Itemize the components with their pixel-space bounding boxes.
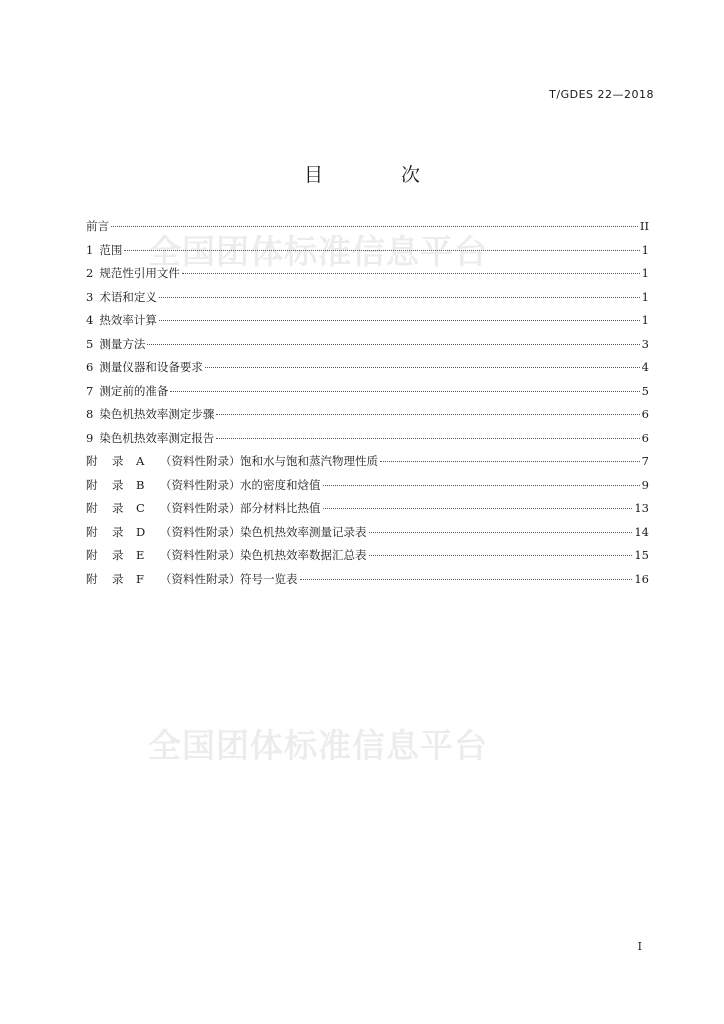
toc-leader-dots	[182, 273, 640, 274]
toc-entry[interactable]	[86, 242, 649, 266]
toc-entry-title: 部分材料比热值	[240, 501, 321, 515]
toc-entry-title: 测量仪器和设备要求	[99, 360, 203, 374]
toc-annex-part-c: B	[136, 477, 145, 492]
watermark-middle: 全国团体标准信息平台	[148, 726, 488, 765]
toc-entry-number: 1	[86, 242, 94, 257]
toc-leader-dots	[170, 391, 639, 392]
toc-annex-part-d: （资料性附录）	[160, 477, 241, 492]
toc-entry-title: 染色机热效率测量记录表	[240, 524, 367, 539]
toc-annex-part-d: （资料性附录）	[160, 454, 241, 468]
toc-entry-page: 6	[641, 407, 649, 421]
toc-entry-page: 4	[641, 360, 649, 374]
toc-entry-number: 7	[86, 383, 94, 398]
toc-entry-title: 前言	[86, 219, 109, 233]
toc-entry[interactable]	[86, 336, 649, 360]
watermark-top: 全国团体标准信息平台	[148, 232, 488, 271]
toc-leader-dots	[369, 532, 633, 533]
toc-entry[interactable]	[86, 383, 649, 407]
toc-entry-title: 染色机热效率测定报告	[99, 430, 215, 445]
toc-entry-label	[86, 312, 157, 328]
toc-entry-number: 8	[86, 407, 94, 421]
toc-entry-page: 14	[634, 524, 649, 539]
toc-annex-part-c: F	[136, 571, 144, 586]
toc-entry-number: 3	[86, 289, 94, 304]
toc-leader-dots	[323, 508, 633, 509]
toc-leader-dots	[216, 438, 639, 439]
toc-leader-dots	[205, 367, 640, 368]
toc-annex-part-b: 录	[112, 501, 124, 515]
toc-annex-part-a: 附	[86, 571, 98, 586]
toc-annex-part-a: 附	[86, 477, 98, 492]
toc-entry-page: 1	[641, 289, 649, 304]
toc-leader-dots	[159, 320, 640, 321]
toc-annex-part-c: D	[136, 524, 146, 539]
toc-entry[interactable]	[86, 312, 649, 336]
toc-annex-part-a: 附	[86, 524, 98, 539]
toc-entry-label	[86, 430, 214, 446]
toc-entry[interactable]	[86, 289, 649, 313]
toc-entry-title: 规范性引用文件	[99, 266, 180, 280]
toc-leader-dots	[124, 250, 639, 251]
toc-entry[interactable]	[86, 477, 649, 501]
toc-entry-page: 16	[634, 571, 649, 586]
toc-leader-dots	[159, 297, 640, 298]
toc-entry[interactable]	[86, 524, 649, 548]
toc-entry-title: 测量方法	[99, 336, 146, 351]
toc-entry-label	[86, 265, 180, 281]
toc-annex-part-d: （资料性附录）	[160, 501, 241, 515]
toc-entry-label	[86, 524, 367, 540]
toc-leader-dots	[380, 461, 640, 462]
toc-entry[interactable]	[86, 406, 649, 430]
toc-annex-part-c: C	[136, 501, 145, 515]
toc-annex-part-d: （资料性附录）	[160, 571, 241, 586]
toc-annex-part-b: 录	[112, 571, 124, 586]
toc-entry-page: 7	[641, 454, 649, 468]
toc-annex-part-c: E	[136, 548, 145, 562]
toc-leader-dots	[369, 555, 633, 556]
toc-entry-label	[86, 477, 321, 493]
toc-entry-label	[86, 242, 122, 258]
toc-entry[interactable]	[86, 359, 649, 383]
toc-entry-label	[86, 289, 157, 305]
toc-entry-page: 5	[641, 383, 649, 398]
toc-entry-title: 测定前的准备	[99, 383, 169, 398]
toc-annex-part-b: 录	[112, 477, 124, 492]
toc-leader-dots	[323, 485, 640, 486]
toc-entry-label	[86, 547, 367, 563]
toc-entry[interactable]	[86, 571, 649, 595]
toc-entry-title: 热效率计算	[99, 313, 157, 327]
toc-entry-label	[86, 218, 109, 234]
toc-leader-dots	[216, 414, 639, 415]
toc-entry-title: 水的密度和焓值	[240, 477, 321, 492]
toc-annex-part-d: （资料性附录）	[160, 548, 241, 562]
toc-entry-page: 9	[641, 477, 649, 492]
toc-entry-label	[86, 383, 168, 399]
toc-annex-part-c: A	[136, 454, 145, 468]
toc-entry-title: 染色机热效率数据汇总表	[240, 548, 367, 562]
toc-entry-number: 6	[86, 360, 94, 374]
toc-leader-dots	[111, 226, 638, 227]
toc-entry-title: 范围	[99, 242, 123, 257]
table-of-contents	[86, 218, 649, 594]
toc-entry-number: 5	[86, 336, 94, 351]
toc-annex-part-b: 录	[112, 454, 124, 468]
toc-entry-title: 染色机热效率测定步骤	[99, 407, 215, 421]
toc-entry-title: 饱和水与饱和蒸汽物理性质	[240, 454, 378, 468]
toc-entry-number: 2	[86, 266, 94, 280]
toc-entry-label	[86, 571, 298, 587]
toc-annex-part-a: 附	[86, 548, 98, 562]
toc-annex-part-b: 录	[112, 524, 124, 539]
page-number: I	[637, 940, 642, 953]
toc-entry-title: 术语和定义	[99, 289, 157, 304]
toc-entry-page: 6	[641, 430, 649, 445]
toc-entry-label	[86, 453, 378, 469]
toc-entry-page: 13	[634, 501, 649, 515]
toc-entry-page: 1	[641, 313, 649, 327]
toc-title: 目 次	[303, 164, 457, 186]
toc-leader-dots	[147, 344, 639, 345]
toc-entry-label	[86, 406, 214, 422]
toc-entry[interactable]	[86, 265, 649, 289]
toc-entry-page: 1	[641, 266, 649, 280]
toc-annex-part-b: 录	[112, 548, 124, 562]
toc-entry-number: 9	[86, 430, 94, 445]
toc-entry[interactable]	[86, 453, 649, 477]
toc-entry[interactable]	[86, 547, 649, 571]
toc-entry[interactable]	[86, 218, 649, 242]
toc-entry[interactable]	[86, 500, 649, 524]
toc-entry-number: 4	[86, 313, 94, 327]
toc-entry-page: II	[639, 219, 649, 233]
toc-annex-part-a: 附	[86, 501, 98, 515]
toc-entry-page: 1	[641, 242, 649, 257]
toc-entry-title: 符号一览表	[240, 571, 298, 586]
toc-leader-dots	[300, 579, 633, 580]
toc-entry-label	[86, 359, 203, 375]
toc-annex-part-a: 附	[86, 454, 98, 468]
toc-entry-page: 3	[641, 336, 649, 351]
toc-entry[interactable]	[86, 430, 649, 454]
toc-entry-label	[86, 336, 145, 352]
document-code: T/GDES 22—2018	[549, 88, 654, 101]
toc-annex-part-d: （资料性附录）	[160, 524, 241, 539]
toc-entry-page: 15	[634, 548, 649, 562]
toc-entry-label	[86, 500, 321, 516]
